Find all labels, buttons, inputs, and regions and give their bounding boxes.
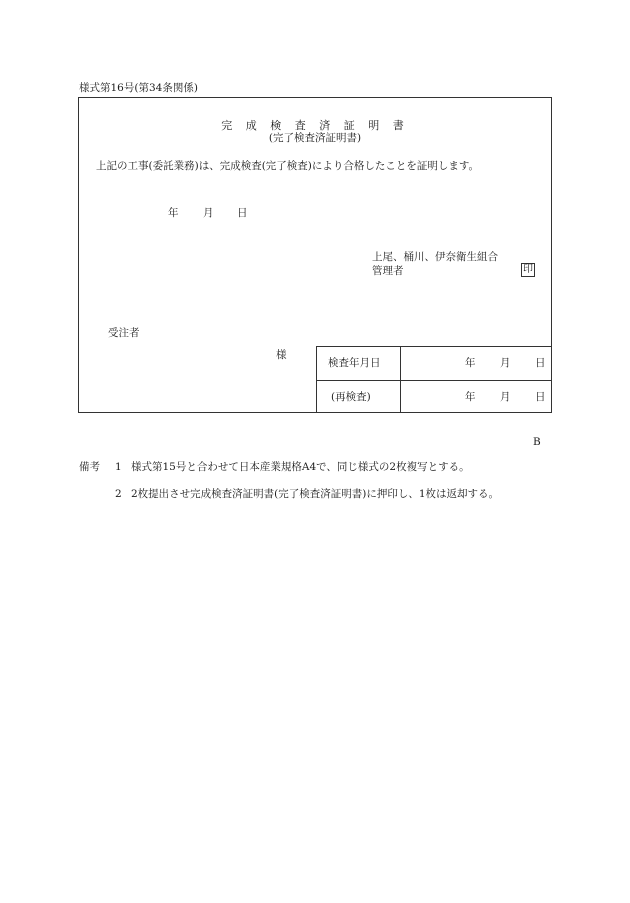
- certificate-subtitle: (完了検査済証明書): [268, 132, 362, 144]
- inspection-day-label: 日: [535, 357, 546, 369]
- certificate-title: 完 成 検 査 済 証 明 書: [221, 119, 409, 132]
- honorific-label: 様: [276, 349, 287, 361]
- issuer-organization: 上尾、桶川、伊奈衛生組合: [372, 251, 498, 263]
- note-number: 1: [115, 461, 122, 473]
- issue-date-month-label: 月: [203, 207, 214, 219]
- issuer-title: 管理者: [372, 265, 404, 277]
- reinspection-label: (再検査): [331, 391, 371, 403]
- table-column-divider: [400, 346, 401, 413]
- reinspection-month-label: 月: [500, 391, 511, 403]
- notes-heading: 備考: [79, 461, 100, 473]
- note-number: 2: [115, 488, 122, 500]
- inspection-date-label: 検査年月日: [328, 357, 381, 369]
- inspection-year-label: 年: [465, 357, 476, 369]
- issue-date-day-label: 日: [237, 207, 248, 219]
- table-row-divider: [316, 380, 552, 381]
- contractor-label: 受注者: [108, 327, 140, 339]
- reinspection-year-label: 年: [465, 391, 476, 403]
- note-text: 2枚提出させ完成検査済証明書(完了検査済証明書)に押印し、1枚は返却する。: [131, 488, 500, 500]
- note-text: 様式第15号と合わせて日本産業規格A4で、同じ様式の2枚複写とする。: [131, 461, 470, 473]
- reinspection-day-label: 日: [535, 391, 546, 403]
- seal-mark: 印: [523, 264, 533, 275]
- issue-date-year-label: 年: [168, 207, 179, 219]
- form-number-label: 様式第16号(第34条関係): [79, 82, 198, 94]
- paper-size-mark: B: [533, 436, 541, 448]
- certification-statement: 上記の工事(委託業務)は、完成検査(完了検査)により合格したことを証明します。: [96, 160, 480, 172]
- inspection-month-label: 月: [500, 357, 511, 369]
